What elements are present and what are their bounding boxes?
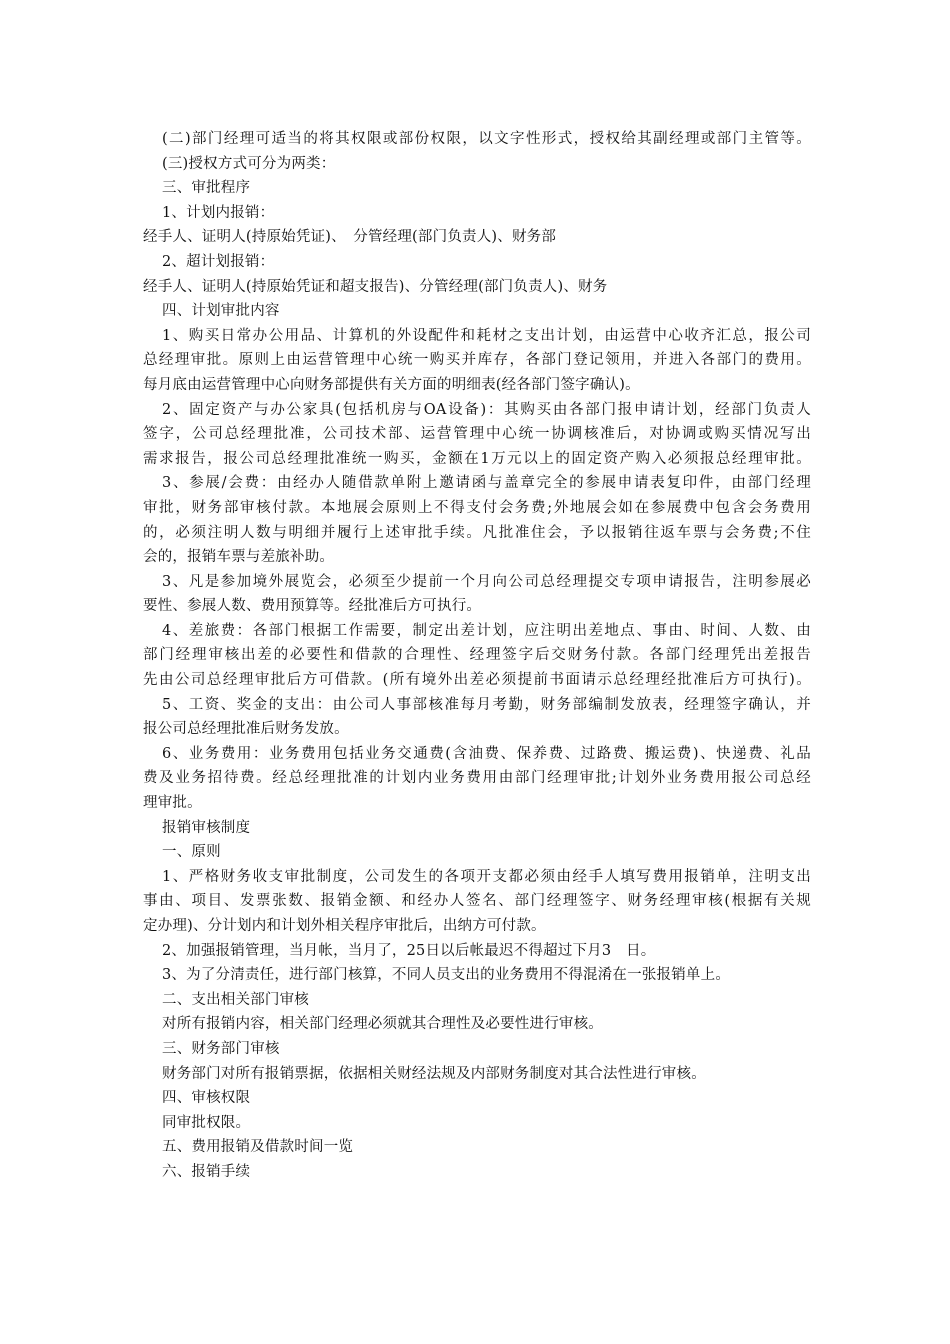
text-line: 的，必须注明人数与明细并履行上述审批手续。凡批准住会，予以报销往返车票与会务费;不住 (143, 524, 811, 541)
text-line: 2、加强报销管理，当月帐，当月了，25日以后帐最迟不得超过下月3 日。 (162, 942, 656, 959)
text-line: 每月底由运营管理中心向财务部提供有关方面的明细表(经各部门签字确认)。 (143, 376, 640, 393)
text-line: 四、计划审批内容 (162, 303, 280, 320)
text-line: 需求报告，报公司总经理批准统一购买，金额在1万元以上的固定资产购入必须报总经理审批。 (143, 450, 811, 467)
text-line: 审批，财务部审核付款。本地展会原则上不得支付会务费;外地展会如在参展费中包含会务费用 (143, 499, 811, 516)
text-line: 费及业务招待费。经总经理批准的计划内业务费用由部门经理审批;计划外业务费用报公司总经 (143, 770, 811, 787)
text-line: 1、计划内报销： (162, 204, 275, 221)
text-line: 经手人、证明人(持原始凭证)、 分管经理(部门负责人)、财务部 (143, 229, 557, 246)
text-line: 先由公司总经理审批后方可借款。(所有境外出差必须提前书面请示总经理经批准后方可执行)。 (143, 672, 811, 689)
text-line: 财务部门对所有报销票据，依据相关财经法规及内部财务制度对其合法性进行审核。 (162, 1065, 706, 1082)
text-line: 1、购买日常办公用品、计算机的外设配件和耗材之支出计划，由运营中心收齐汇总，报公司 (162, 327, 811, 344)
document-page (143, 127, 811, 1185)
text-line: 定办理)、分计划内和计划外相关程序审批后，出纳方可付款。 (143, 918, 546, 934)
text-line: 3、参展/会费：由经办人随借款单附上邀请函与盖章完全的参展申请表复印件，由部门经理 (162, 475, 811, 492)
text-line: 事由、项目、发票张数、报销金额、和经办人签名、部门经理签字、财务经理审核(根据有关规 (143, 893, 811, 910)
text-line: 1、严格财务收支审批制度，公司发生的各项开支都必须由经手人填写费用报销单，注明支出 (162, 868, 811, 885)
text-line: (二)部门经理可适当的将其权限或部份权限，以文字性形式，授权给其副经理或部门主管等。 (162, 131, 811, 147)
text-line: 同审批权限。 (162, 1114, 251, 1131)
text-line: 报销审核制度 (162, 819, 251, 836)
text-line: 理审批。 (143, 795, 202, 812)
text-line: 2、固定资产与办公家具(包括机房与OA设备)：其购买由各部门报申请计划，经部门负责人 (162, 401, 811, 418)
text-line: 二、支出相关部门审核 (162, 991, 309, 1008)
text-line: 经手人、证明人(持原始凭证和超支报告)、分管经理(部门负责人)、财务 (143, 278, 608, 295)
text-line: 对所有报销内容，相关部门经理必须就其合理性及必要性进行审核。 (162, 1016, 603, 1033)
text-line: 4、差旅费：各部门根据工作需要，制定出差计划，应注明出差地点、事由、时间、人数、由 (162, 622, 811, 639)
text-line: 部门经理审核出差的必要性和借款的合理性、经理签字后交财务付款。各部门经理凭出差报告 (143, 647, 811, 664)
text-line: 三、审批程序 (162, 180, 251, 197)
text-line: 2、超计划报销： (162, 253, 275, 270)
text-line: 3、凡是参加境外展览会，必须至少提前一个月向公司总经理提交专项申请报告，注明参展必 (162, 573, 811, 590)
text-line: 总经理审批。原则上由运营管理中心统一购买并库存，各部门登记领用，并进入各部门的费用。 (143, 352, 811, 369)
text-line: 五、费用报销及借款时间一览 (162, 1139, 354, 1156)
text-line: 四、审核权限 (162, 1090, 251, 1107)
text-line: 报公司总经理批准后财务发放。 (143, 721, 349, 738)
text-line: 六、报销手续 (162, 1163, 251, 1180)
text-line: 会的，报销车票与差旅补助。 (143, 549, 335, 566)
text-line: 要性、参展人数、费用预算等。经批准后方可执行。 (143, 598, 482, 615)
text-line: 三、财务部门审核 (162, 1040, 280, 1057)
text-line: 一、原则 (162, 844, 221, 861)
text-line: (三)授权方式可分为两类： (162, 155, 336, 172)
text-line: 3、为了分清责任，进行部门核算，不同人员支出的业务费用不得混淆在一张报销单上。 (162, 967, 731, 984)
text-line: 签字，公司总经理批准，公司技术部、运营管理中心统一协调核准后，对协调或购买情况写出 (143, 426, 811, 443)
text-line: 6、业务费用：业务费用包括业务交通费(含油费、保养费、过路费、搬运费)、快递费、礼品 (162, 745, 811, 762)
text-line: 5、工资、奖金的支出：由公司人事部核准每月考勤，财务部编制发放表，经理签字确认，并 (162, 696, 811, 713)
